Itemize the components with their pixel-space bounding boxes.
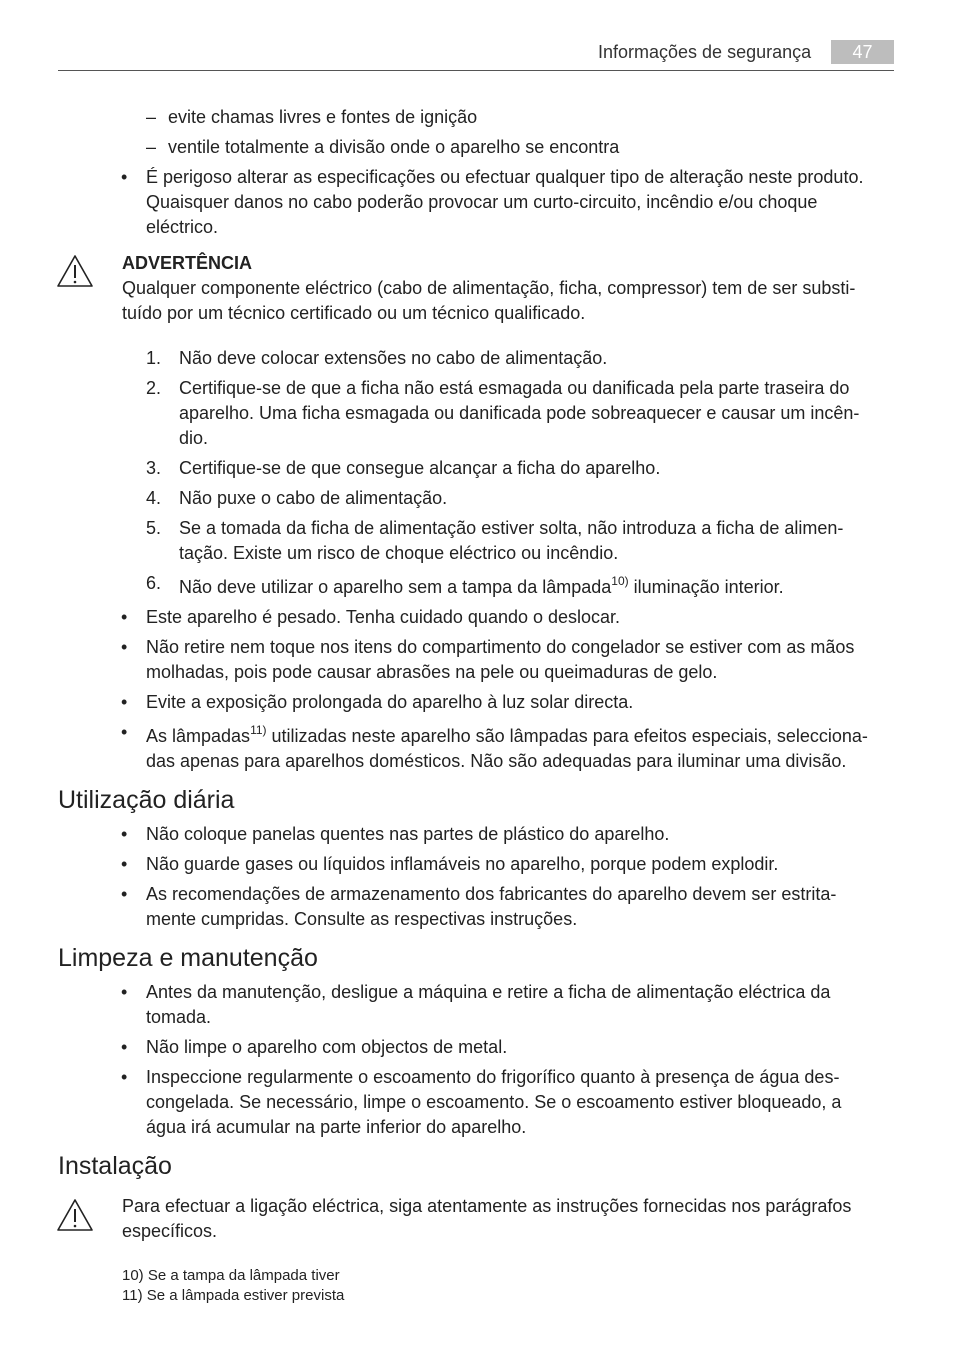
section-heading-daily-use: Utilização diária [58,786,235,814]
installation-text: Para efectuar a ligação eléctrica, siga atentamente as instruções fornecidas nos parágrafos [122,1196,852,1216]
footnote-ref: 11) [250,723,267,737]
bullet-marker: • [121,607,128,627]
warning-title: ADVERTÊNCIA [122,253,253,273]
bullet-text: As recomendações de armazenamento dos fabricantes do aparelho devem ser estrita- [146,884,837,904]
numbered-item-text: Certifique-se de que a ficha não está esmagada ou danificada pela parte traseira do [179,378,850,398]
numbered-item-text: Se a tomada da ficha de alimentação estiver solta, não introduza a ficha de alimen- [179,518,844,538]
footnote: 10) Se a tampa da lâmpada tiver [122,1267,340,1284]
bullet-text: Inspeccione regularmente o escoamento do frigorífico quanto à presença de água des- [146,1067,840,1087]
list-number: 6. [146,573,162,593]
warning-triangle-icon [56,254,94,288]
bullet-text: Não coloque panelas quentes nas partes de plástico do aparelho. [146,824,670,844]
list-number: 5. [146,518,162,538]
bullet-text: Não limpe o aparelho com objectos de metal. [146,1037,508,1057]
numbered-item-text: tação. Existe um risco de choque eléctrico ou incêndio. [179,543,619,563]
bullet-text-part: utilizadas neste aparelho são lâmpadas para efeitos especiais, selecciona- [266,726,868,746]
list-number: 4. [146,488,162,508]
bullet-text: congelada. Se necessário, limpe o escoamento. Se o escoamento estiver bloqueado, a [146,1092,842,1112]
bullet-text: Antes da manutenção, desligue a máquina e retire a ficha de alimentação eléctrica da [146,982,831,1002]
list-number: 1. [146,348,162,368]
bullet-text: Quaisquer danos no cabo poderão provocar um curto-circuito, incêndio e/ou choque [146,192,818,212]
numbered-item-text: aparelho. Uma ficha esmagada ou danificada pode sobreaquecer e causar um incên- [179,403,860,423]
footnote: 11) Se a lâmpada estiver prevista [122,1287,345,1304]
bullet-marker: • [121,722,128,742]
dash-marker: – [146,107,157,127]
bullet-marker: • [121,884,128,904]
bullet-marker: • [121,1067,128,1087]
bullet-marker: • [121,1037,128,1057]
bullet-text: Este aparelho é pesado. Tenha cuidado quando o deslocar. [146,607,621,627]
numbered-item-text-part: Não deve utilizar o aparelho sem a tampa da lâmpada [179,577,612,597]
bullet-text: eléctrico. [146,217,219,237]
bullet-text: É perigoso alterar as especificações ou efectuar qualquer tipo de alteração neste produto. [146,167,864,187]
bullet-text: tomada. [146,1007,212,1027]
warning-triangle-icon [56,1198,94,1232]
bullet-text: molhadas, pois pode causar abrasões na pele ou queimaduras de gelo. [146,662,718,682]
numbered-item-text: dio. [179,428,209,448]
section-heading-installation: Instalação [58,1152,172,1180]
page-number: 47 [831,40,894,64]
numbered-item-text [179,575,784,600]
bullet-marker: • [121,167,128,187]
footnote-ref: 10) [611,574,629,588]
numbered-item-text: Certifique-se de que consegue alcançar a ficha do aparelho. [179,458,661,478]
bullet-text-part: As lâmpadas [146,726,251,746]
header-section-title: Informações de segurança [598,42,812,62]
warning-text: Qualquer componente eléctrico (cabo de alimentação, ficha, compressor) tem de ser substi- [122,278,856,298]
list-number: 3. [146,458,162,478]
installation-text: específicos. [122,1221,218,1241]
list-number: 2. [146,378,162,398]
bullet-marker: • [121,824,128,844]
numbered-item-text: Não puxe o cabo de alimentação. [179,488,448,508]
warning-text: tuído por um técnico certificado ou um técnico qualificado. [122,303,586,323]
bullet-text [146,724,868,749]
bullet-text: mente cumpridas. Consulte as respectivas instruções. [146,909,578,929]
bullet-marker: • [121,982,128,1002]
header-divider [58,70,894,71]
bullet-marker: • [121,637,128,657]
bullet-text: água irá acumular na parte inferior do aparelho. [146,1117,527,1137]
bullet-text: Não guarde gases ou líquidos inflamáveis no aparelho, porque podem explodir. [146,854,779,874]
numbered-item-text-part: iluminação interior. [628,577,784,597]
section-heading-cleaning: Limpeza e manutenção [58,944,318,972]
bullet-marker: • [121,854,128,874]
dash-marker: – [146,137,157,157]
bullet-marker: • [121,692,128,712]
bullet-text: Evite a exposição prolongada do aparelho à luz solar directa. [146,692,634,712]
bullet-text: Não retire nem toque nos itens do compartimento do congelador se estiver com as mãos [146,637,855,657]
bullet-text: das apenas para aparelhos domésticos. Não são adequadas para iluminar uma divisão. [146,751,847,771]
dash-item: ventile totalmente a divisão onde o aparelho se encontra [168,137,620,157]
numbered-item-text: Não deve colocar extensões no cabo de alimentação. [179,348,608,368]
dash-item: evite chamas livres e fontes de ignição [168,107,478,127]
